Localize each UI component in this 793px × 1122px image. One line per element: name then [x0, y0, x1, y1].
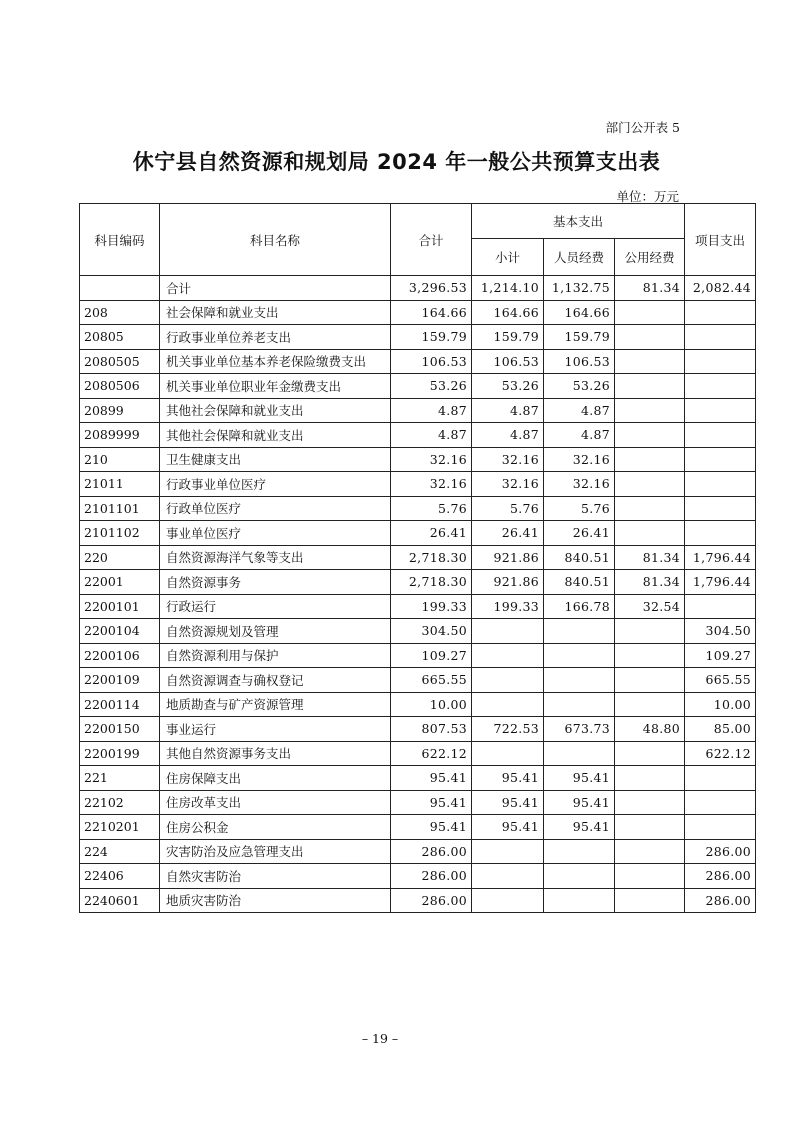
table-row [80, 325, 756, 350]
code-cell: 210 [80, 447, 160, 472]
project-cell [685, 423, 756, 448]
project-cell [685, 594, 756, 619]
name-cell: 行政事业单位医疗 [160, 472, 391, 497]
public-cell [615, 300, 685, 325]
subtotal-cell: 4.87 [472, 398, 544, 423]
code-cell: 221 [80, 766, 160, 791]
total-cell: 95.41 [391, 790, 472, 815]
total-cell: 32.16 [391, 447, 472, 472]
project-cell [685, 496, 756, 521]
header-basic: 基本支出 [472, 204, 685, 239]
public-cell: 32.54 [615, 594, 685, 619]
project-cell [685, 521, 756, 546]
project-cell: 85.00 [685, 717, 756, 742]
table-row [80, 423, 756, 448]
personnel-cell [544, 668, 615, 693]
table-row [80, 545, 756, 570]
table-row [80, 374, 756, 399]
subtotal-cell: 106.53 [472, 349, 544, 374]
total-cell: 164.66 [391, 300, 472, 325]
personnel-cell: 4.87 [544, 423, 615, 448]
table-row [80, 839, 756, 864]
total-cell: 4.87 [391, 423, 472, 448]
name-cell: 事业运行 [160, 717, 391, 742]
project-cell [685, 766, 756, 791]
name-cell: 地质灾害防治 [160, 888, 391, 913]
code-cell: 2210201 [80, 815, 160, 840]
total-cell: 106.53 [391, 349, 472, 374]
name-cell: 自然资源事务 [160, 570, 391, 595]
personnel-cell: 95.41 [544, 815, 615, 840]
public-cell [615, 325, 685, 350]
total-cell: 5.76 [391, 496, 472, 521]
header-project: 项目支出 [685, 204, 756, 276]
public-cell: 81.34 [615, 276, 685, 301]
name-cell: 自然资源调查与确权登记 [160, 668, 391, 693]
subtotal-cell: 1,214.10 [472, 276, 544, 301]
name-cell: 灾害防治及应急管理支出 [160, 839, 391, 864]
public-cell [615, 398, 685, 423]
code-cell: 224 [80, 839, 160, 864]
project-cell: 304.50 [685, 619, 756, 644]
table-row [80, 398, 756, 423]
subtotal-cell: 95.41 [472, 766, 544, 791]
personnel-cell: 5.76 [544, 496, 615, 521]
public-cell [615, 790, 685, 815]
subtotal-cell [472, 643, 544, 668]
public-cell [615, 521, 685, 546]
personnel-cell: 1,132.75 [544, 276, 615, 301]
code-cell: 22406 [80, 864, 160, 889]
header-subtotal: 小计 [472, 239, 544, 276]
personnel-cell: 840.51 [544, 570, 615, 595]
project-cell: 1,796.44 [685, 545, 756, 570]
total-cell: 26.41 [391, 521, 472, 546]
public-cell [615, 374, 685, 399]
public-cell [615, 496, 685, 521]
total-cell: 10.00 [391, 692, 472, 717]
table-tag: 部门公开表 5 [605, 120, 680, 135]
code-cell: 2200150 [80, 717, 160, 742]
total-cell: 2,718.30 [391, 570, 472, 595]
subtotal-cell: 921.86 [472, 570, 544, 595]
table-row [80, 717, 756, 742]
table-body [80, 276, 756, 913]
project-cell: 109.27 [685, 643, 756, 668]
code-cell: 22001 [80, 570, 160, 595]
total-cell: 286.00 [391, 839, 472, 864]
code-cell: 20805 [80, 325, 160, 350]
public-cell [615, 423, 685, 448]
public-cell [615, 447, 685, 472]
table-row [80, 643, 756, 668]
table-row [80, 864, 756, 889]
table-row [80, 496, 756, 521]
total-cell: 286.00 [391, 888, 472, 913]
subtotal-cell [472, 619, 544, 644]
table-row [80, 619, 756, 644]
table-row [80, 349, 756, 374]
table-row [80, 668, 756, 693]
table-row [80, 692, 756, 717]
subtotal-cell: 164.66 [472, 300, 544, 325]
project-cell: 1,796.44 [685, 570, 756, 595]
total-cell: 286.00 [391, 864, 472, 889]
page-number: – 19 – [361, 1031, 399, 1046]
code-cell: 208 [80, 300, 160, 325]
unit-label: 单位：万元 [616, 189, 679, 204]
personnel-cell: 95.41 [544, 766, 615, 791]
project-cell [685, 447, 756, 472]
total-cell: 109.27 [391, 643, 472, 668]
name-cell: 合计 [160, 276, 391, 301]
project-cell [685, 790, 756, 815]
name-cell: 其他自然资源事务支出 [160, 741, 391, 766]
table-row [80, 300, 756, 325]
subtotal-cell [472, 692, 544, 717]
total-cell: 622.12 [391, 741, 472, 766]
total-cell: 304.50 [391, 619, 472, 644]
name-cell: 行政事业单位养老支出 [160, 325, 391, 350]
table-row [80, 521, 756, 546]
project-cell [685, 398, 756, 423]
code-cell: 2080506 [80, 374, 160, 399]
header-total: 合计 [391, 204, 472, 276]
project-cell: 286.00 [685, 888, 756, 913]
public-cell [615, 668, 685, 693]
personnel-cell: 166.78 [544, 594, 615, 619]
public-cell [615, 888, 685, 913]
total-cell: 95.41 [391, 766, 472, 791]
public-cell [615, 766, 685, 791]
code-cell [80, 276, 160, 301]
project-cell: 10.00 [685, 692, 756, 717]
name-cell: 住房改革支出 [160, 790, 391, 815]
name-cell: 机关事业单位基本养老保险缴费支出 [160, 349, 391, 374]
personnel-cell [544, 864, 615, 889]
name-cell: 行政单位医疗 [160, 496, 391, 521]
personnel-cell [544, 619, 615, 644]
header-name: 科目名称 [160, 204, 391, 276]
project-cell [685, 325, 756, 350]
total-cell: 4.87 [391, 398, 472, 423]
public-cell [615, 815, 685, 840]
subtotal-cell: 53.26 [472, 374, 544, 399]
code-cell: 2200106 [80, 643, 160, 668]
table-row [80, 888, 756, 913]
subtotal-cell: 722.53 [472, 717, 544, 742]
code-cell: 2089999 [80, 423, 160, 448]
table-row [80, 570, 756, 595]
code-cell: 2200101 [80, 594, 160, 619]
public-cell [615, 839, 685, 864]
table-row [80, 815, 756, 840]
name-cell: 行政运行 [160, 594, 391, 619]
public-cell [615, 643, 685, 668]
subtotal-cell: 26.41 [472, 521, 544, 546]
personnel-cell [544, 741, 615, 766]
subtotal-cell: 95.41 [472, 815, 544, 840]
code-cell: 220 [80, 545, 160, 570]
subtotal-cell [472, 839, 544, 864]
subtotal-cell: 4.87 [472, 423, 544, 448]
project-cell: 665.55 [685, 668, 756, 693]
public-cell [615, 472, 685, 497]
public-cell: 81.34 [615, 570, 685, 595]
budget-table [79, 203, 756, 913]
name-cell: 其他社会保障和就业支出 [160, 398, 391, 423]
total-cell: 53.26 [391, 374, 472, 399]
code-cell: 2200114 [80, 692, 160, 717]
total-cell: 32.16 [391, 472, 472, 497]
project-cell: 286.00 [685, 839, 756, 864]
project-cell: 622.12 [685, 741, 756, 766]
subtotal-cell: 5.76 [472, 496, 544, 521]
personnel-cell [544, 888, 615, 913]
public-cell: 81.34 [615, 545, 685, 570]
personnel-cell: 840.51 [544, 545, 615, 570]
project-cell [685, 374, 756, 399]
personnel-cell [544, 692, 615, 717]
total-cell: 665.55 [391, 668, 472, 693]
personnel-cell: 53.26 [544, 374, 615, 399]
subtotal-cell [472, 668, 544, 693]
code-cell: 2240601 [80, 888, 160, 913]
name-cell: 地质勘查与矿产资源管理 [160, 692, 391, 717]
code-cell: 2101102 [80, 521, 160, 546]
total-cell: 199.33 [391, 594, 472, 619]
code-cell: 21011 [80, 472, 160, 497]
page-title: 休宁县自然资源和规划局 2024 年一般公共预算支出表 [132, 150, 661, 174]
name-cell: 自然资源利用与保护 [160, 643, 391, 668]
code-cell: 2200199 [80, 741, 160, 766]
project-cell [685, 300, 756, 325]
table-row [80, 472, 756, 497]
name-cell: 自然资源海洋气象等支出 [160, 545, 391, 570]
project-cell [685, 349, 756, 374]
code-cell: 22102 [80, 790, 160, 815]
subtotal-cell [472, 888, 544, 913]
name-cell: 社会保障和就业支出 [160, 300, 391, 325]
project-cell: 286.00 [685, 864, 756, 889]
name-cell: 卫生健康支出 [160, 447, 391, 472]
table-row [80, 766, 756, 791]
subtotal-cell: 199.33 [472, 594, 544, 619]
code-cell: 20899 [80, 398, 160, 423]
project-cell [685, 472, 756, 497]
code-cell: 2101101 [80, 496, 160, 521]
table-row [80, 276, 756, 301]
header-public: 公用经费 [615, 239, 685, 276]
personnel-cell: 4.87 [544, 398, 615, 423]
table-row [80, 447, 756, 472]
personnel-cell [544, 839, 615, 864]
personnel-cell: 32.16 [544, 472, 615, 497]
public-cell: 48.80 [615, 717, 685, 742]
personnel-cell: 159.79 [544, 325, 615, 350]
header-personnel: 人员经费 [544, 239, 615, 276]
personnel-cell: 164.66 [544, 300, 615, 325]
code-cell: 2200109 [80, 668, 160, 693]
name-cell: 住房保障支出 [160, 766, 391, 791]
subtotal-cell [472, 741, 544, 766]
name-cell: 自然灾害防治 [160, 864, 391, 889]
table-row [80, 790, 756, 815]
name-cell: 其他社会保障和就业支出 [160, 423, 391, 448]
code-cell: 2200104 [80, 619, 160, 644]
public-cell [615, 864, 685, 889]
project-cell [685, 815, 756, 840]
total-cell: 159.79 [391, 325, 472, 350]
name-cell: 事业单位医疗 [160, 521, 391, 546]
personnel-cell: 673.73 [544, 717, 615, 742]
header-code: 科目编码 [80, 204, 160, 276]
name-cell: 住房公积金 [160, 815, 391, 840]
personnel-cell: 95.41 [544, 790, 615, 815]
personnel-cell: 32.16 [544, 447, 615, 472]
personnel-cell: 26.41 [544, 521, 615, 546]
public-cell [615, 741, 685, 766]
subtotal-cell: 95.41 [472, 790, 544, 815]
total-cell: 807.53 [391, 717, 472, 742]
table-row [80, 741, 756, 766]
public-cell [615, 619, 685, 644]
personnel-cell [544, 643, 615, 668]
total-cell: 3,296.53 [391, 276, 472, 301]
public-cell [615, 349, 685, 374]
public-cell [615, 692, 685, 717]
subtotal-cell: 921.86 [472, 545, 544, 570]
subtotal-cell [472, 864, 544, 889]
name-cell: 自然资源规划及管理 [160, 619, 391, 644]
subtotal-cell: 32.16 [472, 472, 544, 497]
code-cell: 2080505 [80, 349, 160, 374]
personnel-cell: 106.53 [544, 349, 615, 374]
total-cell: 95.41 [391, 815, 472, 840]
name-cell: 机关事业单位职业年金缴费支出 [160, 374, 391, 399]
subtotal-cell: 159.79 [472, 325, 544, 350]
total-cell: 2,718.30 [391, 545, 472, 570]
table-row [80, 594, 756, 619]
subtotal-cell: 32.16 [472, 447, 544, 472]
project-cell: 2,082.44 [685, 276, 756, 301]
